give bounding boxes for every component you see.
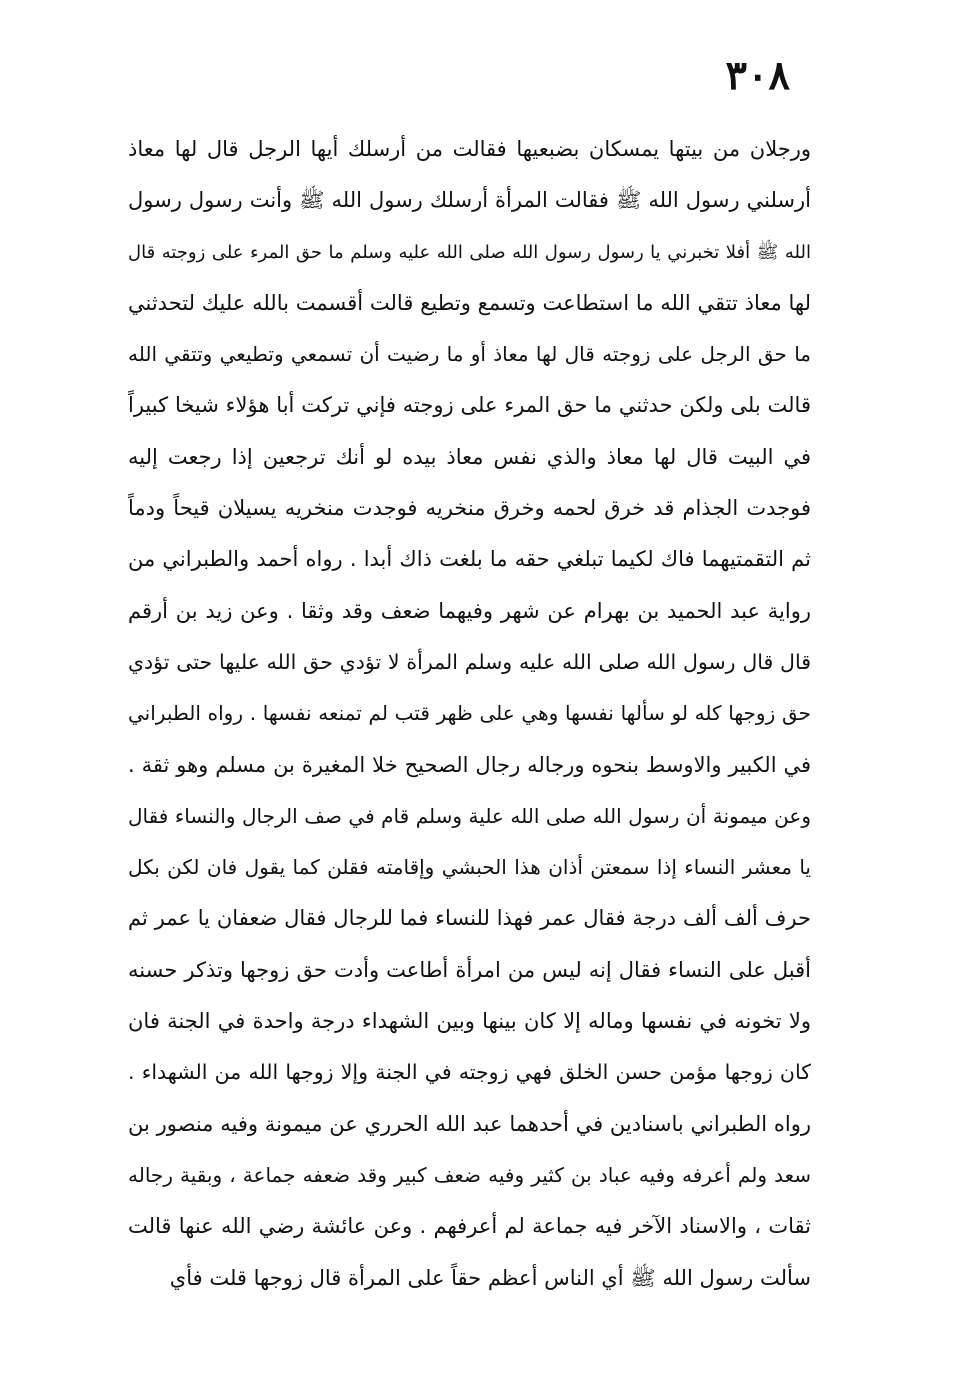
text-line: ثقات ، والاسناد الآخر فيه جماعة لم أعرفهم . وعن عائشة رضي الله عنها قالت bbox=[128, 1214, 811, 1239]
text-line: وعن ميمونة أن رسول الله صلى الله علية وسلم قام في صف الرجال والنساء فقال bbox=[128, 803, 811, 828]
text-line: سعد ولم أعرفه وفيه عباد بن كثير وفيه ضعف كبير وقد ضعفه جماعة ، وبقية رجاله bbox=[128, 1162, 811, 1187]
text-line: ولا تخونه في نفسها وماله إلا كان بينها وبين الشهداء درجة واحدة في الجنة فان bbox=[128, 1009, 811, 1034]
text-line: في الكبير والاوسط بنحوه ورجاله رجال الصحيح خلا المغيرة بن مسلم وهو ثقة . bbox=[128, 752, 811, 777]
page-number: ٣٠٨ bbox=[725, 52, 790, 99]
text-line: فوجدت الجذام قد خرق لحمه وخرق منخريه فوجدت منخريه يسيلان قيحاً ودماً bbox=[128, 496, 811, 521]
text-line: ما حق الرجل على زوجته قال لها معاذ أو ما رضيت أن تسمعي وتطيعي وتتقي الله bbox=[128, 342, 811, 367]
text-line: حرف ألف ألف درجة فقال عمر فهذا للنساء فما للرجال فقال ضعفان يا عمر ثم bbox=[128, 906, 811, 931]
text-line: قال قال رسول الله صلى الله عليه وسلم المرأة لا تؤدي حق الله عليها حتى تؤدي bbox=[128, 649, 811, 674]
text-line: رواه الطبراني باسنادين في أحدهما عبد الله الحرري عن ميمونة وفيه منصور بن bbox=[128, 1111, 811, 1136]
text-line: في البيت قال لها معاذ والذي نفس معاذ بيده لو أنك ترجعين إذا رجعت إليه bbox=[128, 444, 811, 469]
body-text bbox=[128, 124, 811, 1304]
text-line: قالت بلى ولكن حدثني ما حق المرء على زوجته فإني تركت أبا هؤلاء شيخا كبيراً bbox=[128, 393, 811, 418]
text-line: ثم التقمتيهما فاك لكيما تبلغي حقه ما بلغت ذاك أبدا . رواه أحمد والطبراني من bbox=[128, 547, 811, 572]
text-line: سألت رسول الله ﷺ أي الناس أعظم حقاً على المرأة قال زوجها قلت فأي bbox=[169, 1265, 811, 1290]
text-line: الله ﷺ أفلا تخبرني يا رسول رسول الله صلى الله عليه وسلم ما حق المرء على زوجته قال bbox=[128, 241, 811, 263]
text-line: رواية عبد الحميد بن بهرام عن شهر وفيهما ضعف وقد وثقا . وعن زيد بن أرقم bbox=[128, 598, 811, 623]
text-line: لها معاذ تتقي الله ما استطاعت وتسمع وتطيع قالت أقسمت بالله عليك لتحدثني bbox=[128, 290, 811, 315]
text-line: حق زوجها كله لو سألها نفسها وهي على ظهر قتب لم تمنعه نفسها . رواه الطبراني bbox=[128, 701, 811, 726]
text-line: أرسلني رسول الله ﷺ فقالت المرأة أرسلك رسول الله ﷺ وأنت رسول رسول bbox=[128, 188, 811, 213]
text-line: ورجلان من بيتها يمسكان بضبعيها فقالت من أرسلك أيها الرجل قال لها معاذ bbox=[128, 137, 811, 161]
text-line: يا معشر النساء إذا سمعتن أذان هذا الحبشي وإقامته فقلن كما يقول فان لكن بكل bbox=[128, 855, 811, 880]
text-line: كان زوجها مؤمن حسن الخلق فهي زوجته في الجنة وإلا زوجها الله من الشهداء . bbox=[128, 1060, 811, 1085]
text-line: أقبل على النساء فقال إنه ليس من امرأة أطاعت وأدت حق زوجها وتذكر حسنه bbox=[128, 957, 811, 982]
